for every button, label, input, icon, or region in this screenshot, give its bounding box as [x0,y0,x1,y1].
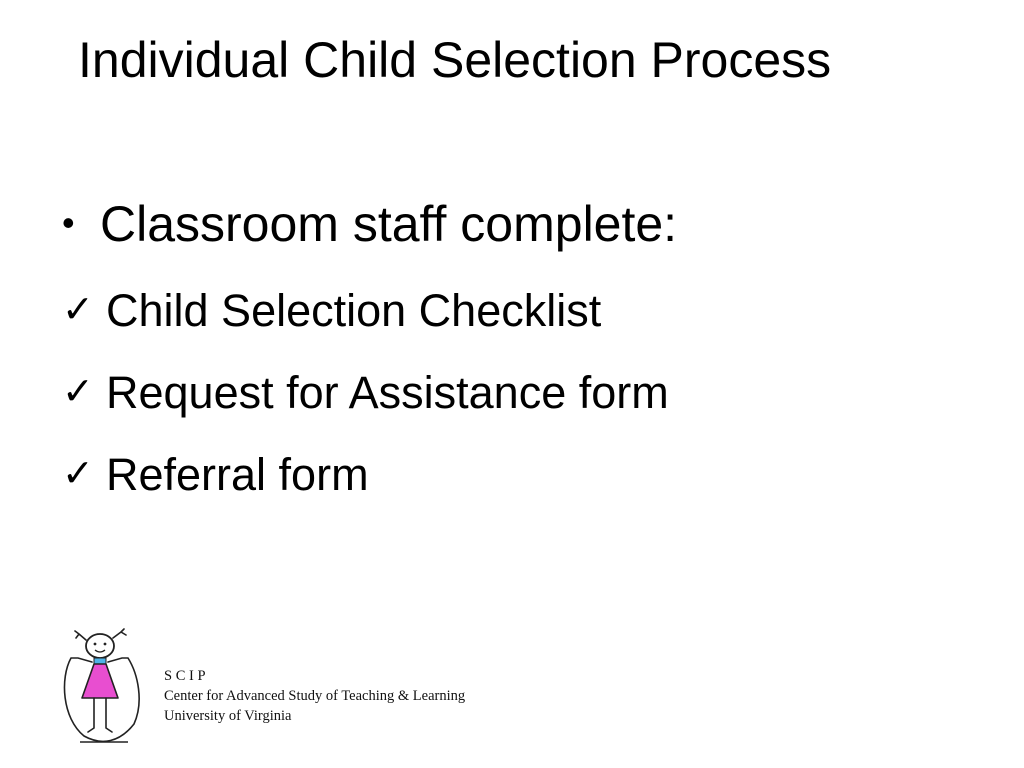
bullet-text: Classroom staff complete: [100,196,678,252]
checklist-item [62,362,669,444]
footer-university: University of Virginia [164,708,292,724]
slide-title: Individual Child Selection Process [78,32,832,88]
checkmark-icon: ✓ [62,369,94,413]
footer-credits [164,666,465,726]
bullet-item [62,192,677,255]
checklist-item-text: Referral form [106,449,369,500]
checklist [62,280,669,526]
checkmark-icon: ✓ [62,451,94,495]
checklist-item-text: Child Selection Checklist [106,285,602,336]
checkmark-icon: ✓ [62,287,94,331]
footer-center-name: Center for Advanced Study of Teaching & Learning [164,688,466,704]
bullet-dot: • [62,202,75,243]
girl-jumping-rope-icon [58,628,142,746]
checklist-item [62,280,669,362]
checklist-item-text: Request for Assistance form [106,367,669,418]
checklist-item [62,444,669,526]
footer-org-acronym: S C I P [164,668,206,684]
